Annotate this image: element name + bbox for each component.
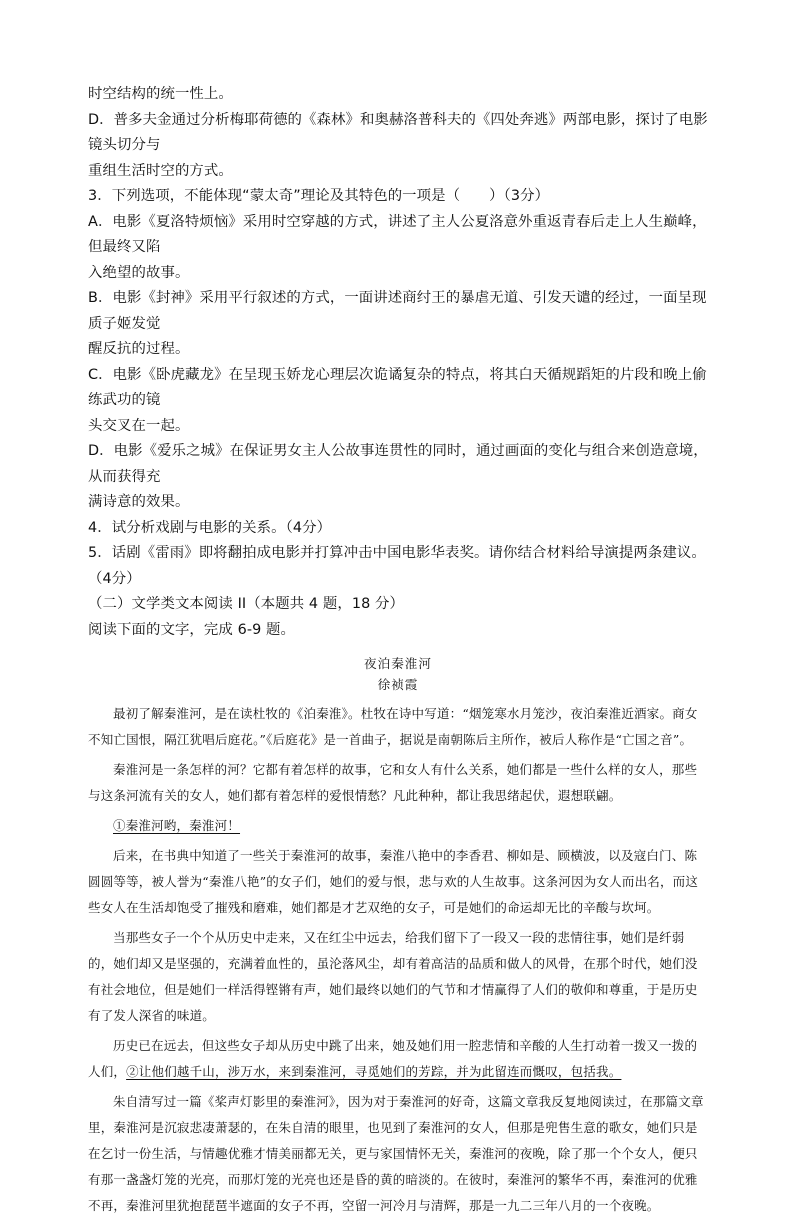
underlined-sentence-2: ②让他们越千山，涉万水，来到秦淮河，寻觅她们的芳踪，并为此留连而慨叹，包括我。: [126, 1064, 622, 1079]
option-a: A．电影《夏洛特烦恼》采用时空穿越的方式，讲述了主人公夏洛意外重返青春后走上人生巅峰，但最终又陷: [88, 213, 707, 255]
story-paragraph: [88, 813, 708, 839]
story-passage: [88, 653, 708, 1219]
story-paragraph: 当那些女子一个个从历史中走来，又在红尘中远去，给我们留下了一段又一段的悲情往事，她们是纤弱的，她们却又是坚强的，充满着血性的，虽沦落风尘，却有着高洁的品质和做人的风骨，在那个时代，她们没有社会地位，但是她们一样活得铿锵有声，她们最终以她们的气节和才情赢得了人们的敬仰和尊重，于是历史有了发人深省的味道。: [88, 930, 698, 1023]
text-line: 入绝望的故事。: [88, 264, 190, 281]
story-title: 夜泊秦淮河: [364, 656, 432, 671]
option-b: B．电影《封神》采用平行叙述的方式，一面讲述商纣王的暴虐无道、引发天谴的经过，一面呈现质子姬发觉: [88, 290, 707, 332]
reading-instruction: 阅读下面的文字，完成 6-9 题。: [88, 621, 296, 638]
option-d-line: D．普多夫金通过分析梅耶荷德的《森林》和奥赫洛普科夫的《四处奔逃》两部电影，探讨了电影镜头切分与: [88, 111, 708, 153]
text-line: 重组生活时空的方式。: [88, 162, 233, 179]
text-line: 头交叉在一起。: [88, 417, 190, 434]
option-d: D．电影《爱乐之城》在保证男女主人公故事连贯性的同时，通过画面的变化与组合来创造意境，从而获得充: [88, 443, 708, 485]
story-paragraph: 秦淮河是一条怎样的河？它都有着怎样的故事，它和女人有什么关系，她们都是一些什么样的女人，那些与这条河流有关的女人，她们都有着怎样的爱恨情愁？凡此种种，都让我思绪起伏，遐想联翩。: [88, 762, 698, 803]
question-5: 5．话剧《雷雨》即将翻拍成电影并打算冲击中国电影华表奖。请你结合材料给导演提两条建议。（4分）: [88, 545, 706, 587]
option-c: C．电影《卧虎藏龙》在呈现玉娇龙心理层次诡谲复杂的特点，将其白天循规蹈矩的片段和晚上偷练武功的镜: [88, 366, 707, 408]
question-section: [88, 82, 708, 643]
story-paragraph: [88, 1033, 708, 1085]
section-heading: （二）文学类文本阅读 II（本题共 4 题，18 分）: [88, 596, 404, 612]
question-4: 4．试分析戏剧与电影的关系。（4分）: [88, 519, 332, 536]
text-line: 醒反抗的过程。: [88, 341, 190, 357]
question-3: 3．下列选项，不能体现“蒙太奇”理论及其特色的一项是（ ）（3分）: [88, 188, 550, 204]
document-page: [88, 82, 708, 1223]
story-paragraph: 后来，在书典中知道了一些关于秦淮河的故事，秦淮八艳中的李香君、柳如是、顾横波，以及寇白门、陈圆圆等等，被人誉为“秦淮八艳”的女子们，她们的爱与恨，悲与欢的人生故事。这条河因为女人而出名，而这些女人在生活却饱受了摧残和磨难，她们都是才艺双绝的女子，可是她们的命运却无比的辛酸与坎坷。: [88, 848, 699, 915]
story-paragraph: 朱自清写过一篇《桨声灯影里的秦淮河》，因为对于秦淮河的好奇，这篇文章我反复地阅读过，在那篇文章里，秦淮河是沉寂悲凄萧瑟的，在朱自清的眼里，也见到了秦淮河的女人，但那是兜售生意的歌女，她们只是在乞讨一份生活，与情趣优雅才情美丽都无关，更与家国情怀无关，秦淮河的夜晚，除了那一个个女人，便只有那一盏盏灯笼的光亮，而那灯笼的光亮也还是昏的黄的暗淡的。在彼时，秦淮河的繁华不再，秦淮河的优雅不再，秦淮河里犹抱琵琶半遮面的女子不再，空留一河冷月与清辉，那是一九二三年八月的一个夜晚。: [88, 1094, 704, 1213]
text-line: 满诗意的效果。: [88, 494, 190, 510]
story-paragraph: 最初了解秦淮河，是在读杜牧的《泊秦淮》。杜牧在诗中写道：“烟笼寒水月笼沙，夜泊秦淮近酒家。商女不知亡国恨，隔江犹唱后庭花。”《后庭花》是一首曲子，据说是南朝陈后主所作，被后人称作是“亡国之音”。: [88, 706, 698, 747]
underlined-sentence-1: ①秦淮河哟，秦淮河！: [113, 818, 241, 833]
story-author: 徐祯霞: [377, 677, 419, 692]
paragraph-text: 历史已在远去，但这些女子却从历史中跳了出来，她及她们用一腔悲情和辛酸的人生打动着一拨又一拨的人们，: [88, 1038, 698, 1079]
text-line: 时空结构的统一性上。: [88, 86, 233, 102]
